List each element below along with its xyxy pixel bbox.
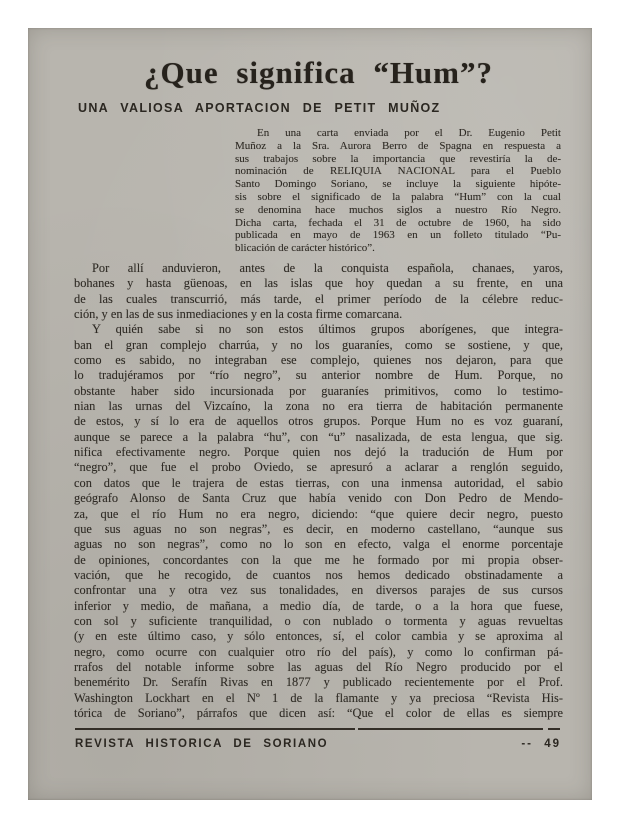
text-line: aunque se parece a la palabra “hu”, con “u” nasalizada, de esta lengua, que sig. xyxy=(74,429,563,444)
text-line: de estos, y sí lo era de aquellos otros grupos. Porque Hum no es voz guaraní, xyxy=(74,414,563,429)
text-line: que sus aguas no son negras”, es decir, en moderno castellano, “aunque sus xyxy=(74,521,563,536)
text-line: nifica efectivamente negro. Porque quien nos dejó la tradución de Hum por xyxy=(74,445,563,460)
footer-rule-segment-right xyxy=(358,728,543,730)
text-line: ban el gran complejo charrúa, y no los guaraníes, como se sostiene, y que, xyxy=(74,337,563,352)
text-line: benemérito Dr. Serafín Rivas en 1877 y publicado recientemente por el Prof. xyxy=(74,675,563,690)
text-line: Dicha carta, fechada el 31 de octubre de 1960, ha sido xyxy=(235,216,561,229)
text-line: se denomina hace muchos siglos a nuestro Río Negro. xyxy=(235,203,561,216)
article-title: ¿Que significa “Hum”? xyxy=(143,55,493,90)
text-line: (y en este último caso, y sólo entonces, sí, el color cambia y se aproxima al xyxy=(74,629,563,644)
text-line: Muñoz a la Sra. Aurora Berro de Spagna en respuesta a xyxy=(235,139,561,152)
text-line: nian las urnas del Vizcaíno, la zona no era tierra de habitación permanente xyxy=(74,399,563,414)
text-line: sus trabajos sobre la importancia que revestiría la de- xyxy=(235,152,561,165)
text-line: sis sobre el significado de la palabra “Hum” con la cual xyxy=(235,190,561,203)
article-body xyxy=(74,261,563,721)
text-line: Y quién sabe si no son estos últimos grupos aborígenes, que integra- xyxy=(92,322,563,337)
text-line: como es sabido, no integraban ese complejo, quienes nos dejaron, para que xyxy=(74,353,563,368)
text-line: de opiniones, concordantes con la que me he formado por mi propia obser- xyxy=(74,552,563,567)
footer-rule xyxy=(75,728,560,730)
body-paragraph-2 xyxy=(74,322,563,721)
page-number: -- 49 xyxy=(521,738,561,750)
footer-rule-dash xyxy=(548,728,560,730)
text-line: Por allí anduvieron, antes de la conquista española, chanaes, yaros, xyxy=(92,261,563,275)
text-line: Santo Domingo Soriano, se incluye la siguiente hipóte- xyxy=(235,178,561,191)
text-line: con datos que le trajera de estas tierras, con una inmensa autoridad, el sabio xyxy=(74,475,563,490)
paper-scan xyxy=(28,28,592,800)
intro-note-block xyxy=(235,127,561,255)
text-line: lo tradujéramos por “río negro”, su anterior nombre de Hum. Porque, no xyxy=(74,368,563,383)
body-paragraph-1 xyxy=(74,261,563,322)
text-line: Washington Lockhart en el Nº 1 de la flamante y ya preciosa “Revista His- xyxy=(74,690,563,705)
text-line: blicación de carácter histórico”. xyxy=(235,242,375,255)
text-line: vación, que he recogido, de cuantos nos hemos dedicado obstinadamente a xyxy=(74,567,563,582)
text-line: rrafos del notable informe sobre las aguas del Río Negro producido por el xyxy=(74,659,563,674)
text-line: de las cuales transcurrió, más tarde, el primer período de la célebre reduc- xyxy=(74,291,563,306)
text-line: publicada en mayo de 1963 en un folleto titulado “Pu- xyxy=(235,229,561,242)
text-line: bohanes y hasta güenoas, en las islas que hoy quedan a su frente, en una xyxy=(74,276,563,291)
text-line: con sol y suficiente tranquilidad, o con nublado o tormenta y aguas revueltas xyxy=(74,613,563,628)
text-line: geógrafo Alonso de Santa Cruz que había venido con Don Pedro de Mendo- xyxy=(74,491,563,506)
text-line: tórica de Soriano”, párrafos que dicen así: “Que el color de ellas es siempre xyxy=(74,705,563,720)
article-subtitle: UNA VALIOSA APORTACION DE PETIT MUÑOZ xyxy=(78,101,441,115)
footer-rule-segment-left xyxy=(75,728,355,730)
text-line: “negro”, que fue el probo Oviedo, se apresuró a aclarar a renglón seguido, xyxy=(74,460,563,475)
text-line: En una carta enviada por el Dr. Eugenio Petit xyxy=(257,127,561,139)
page-footer xyxy=(75,738,561,750)
text-line: obstante haber sido incursionada por guaraníes primitivos, como lo testimo- xyxy=(74,383,563,398)
text-line: confrontar una y otra vez sus tonalidades, en diversos parajes de sus cursos xyxy=(74,583,563,598)
text-line: ción, y en las de sus inmediaciones y en la costa firme comarcana. xyxy=(74,307,403,322)
text-line: za, que el río Hum no era negro, diciendo: “que quiere decir negro, puesto xyxy=(74,506,563,521)
text-line: negro, como ocurre con cualquier otro río del país), y como lo confirman pá- xyxy=(74,644,563,659)
journal-name: REVISTA HISTORICA DE SORIANO xyxy=(75,738,329,750)
text-line: inferior y medio, de mañana, a medio día, de tarde, o a la hora que fuese, xyxy=(74,598,563,613)
text-line: aguas no son negras”, como no lo son en efecto, valga el enorme porcentaje xyxy=(74,537,563,552)
text-line: nominación de RELIQUIA NACIONAL para el Pueblo xyxy=(235,165,561,178)
